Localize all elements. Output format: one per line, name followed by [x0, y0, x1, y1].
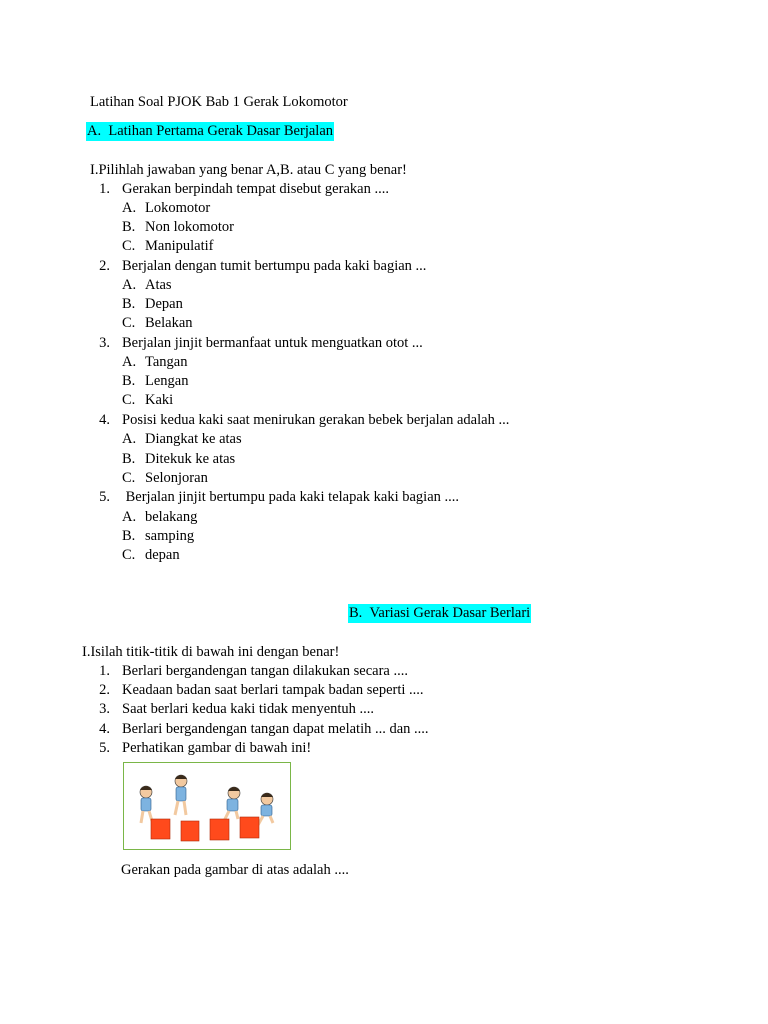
question-number: 4. — [99, 412, 110, 428]
question-text: Saat berlari kedua kaki tidak menyentuh .... — [122, 701, 375, 717]
option-text: Ditekuk ke atas — [145, 451, 236, 467]
document-title: Latihan Soal PJOK Bab 1 Gerak Lokomotor — [90, 94, 348, 110]
option-letter: A. — [122, 354, 137, 370]
option-text: Lokomotor — [145, 200, 211, 216]
picture-caption: Gerakan pada gambar di atas adalah .... — [121, 862, 349, 878]
option-text: Diangkat ke atas — [145, 431, 242, 447]
question-number: 1. — [99, 181, 110, 197]
question-text: Keadaan badan saat berlari tampak badan seperti .... — [122, 682, 424, 698]
box-shape — [240, 817, 259, 838]
option-letter: C. — [122, 470, 136, 486]
option-text: Atas — [145, 277, 172, 293]
section-b-letter: B. — [349, 605, 363, 621]
option-text: Belakan — [145, 315, 193, 331]
question-number: 2. — [99, 258, 110, 274]
option-text: Lengan — [145, 373, 189, 389]
section-a-title: Latihan Pertama Gerak Dasar Berjalan — [108, 123, 334, 139]
option-letter: B. — [122, 451, 136, 467]
section-a-letter: A. — [87, 123, 102, 139]
option-text: samping — [145, 528, 195, 544]
box-shape — [181, 821, 199, 841]
option-letter: B. — [122, 296, 136, 312]
option-letter: C. — [122, 392, 136, 408]
illustration-svg — [124, 763, 290, 849]
option-letter: C. — [122, 315, 136, 331]
question-text: Berjalan dengan tumit bertumpu pada kaki bagian ... — [122, 258, 427, 274]
kid-figure — [258, 793, 273, 825]
option-letter: B. — [122, 528, 136, 544]
kid-figure — [175, 775, 187, 815]
question-number: 5. — [99, 489, 110, 505]
kid-figure — [224, 787, 240, 821]
question-number: 3. — [99, 335, 110, 351]
option-letter: C. — [122, 238, 136, 254]
question-text: Perhatikan gambar di bawah ini! — [122, 740, 312, 756]
option-text: Depan — [145, 296, 183, 312]
children-jumping-over-boxes-illustration — [123, 762, 291, 850]
option-text: belakang — [145, 509, 198, 525]
option-text: Tangan — [145, 354, 188, 370]
option-text: Selonjoran — [145, 470, 208, 486]
question-text: Berlari bergandengan tangan dilakukan secara .... — [122, 663, 408, 679]
question-number: 1. — [99, 663, 110, 679]
option-text: Kaki — [145, 392, 174, 408]
question-number: 5. — [99, 740, 110, 756]
section-b-title: Variasi Gerak Dasar Berlari — [369, 605, 531, 621]
question-text: Berlari bergandengan tangan dapat melatih ... dan .... — [122, 721, 429, 737]
option-letter: A. — [122, 509, 137, 525]
section-b-instruction: I.Isilah titik-titik di bawah ini dengan benar! — [82, 644, 340, 660]
option-letter: A. — [122, 277, 137, 293]
box-shape — [151, 819, 170, 839]
question-text: Berjalan jinjit bermanfaat untuk menguatkan otot ... — [122, 335, 423, 351]
question-text: Posisi kedua kaki saat menirukan gerakan bebek berjalan adalah ... — [122, 412, 510, 428]
kid-figure — [140, 786, 152, 823]
option-letter: C. — [122, 547, 136, 563]
question-text: Berjalan jinjit bertumpu pada kaki telapak kaki bagian .... — [122, 489, 460, 505]
option-text: depan — [145, 547, 180, 563]
option-letter: A. — [122, 200, 137, 216]
option-text: Manipulatif — [145, 238, 214, 254]
option-letter: B. — [122, 373, 136, 389]
box-shape — [210, 819, 229, 840]
option-text: Non lokomotor — [145, 219, 235, 235]
question-text: Gerakan berpindah tempat disebut gerakan .... — [122, 181, 389, 197]
question-number: 2. — [99, 682, 110, 698]
option-letter: A. — [122, 431, 137, 447]
section-a-heading — [86, 122, 334, 141]
section-a-instruction: I.Pilihlah jawaban yang benar A,B. atau C yang benar! — [90, 162, 407, 178]
option-letter: B. — [122, 219, 136, 235]
question-number: 3. — [99, 701, 110, 717]
section-b-heading — [348, 604, 531, 623]
question-number: 4. — [99, 721, 110, 737]
